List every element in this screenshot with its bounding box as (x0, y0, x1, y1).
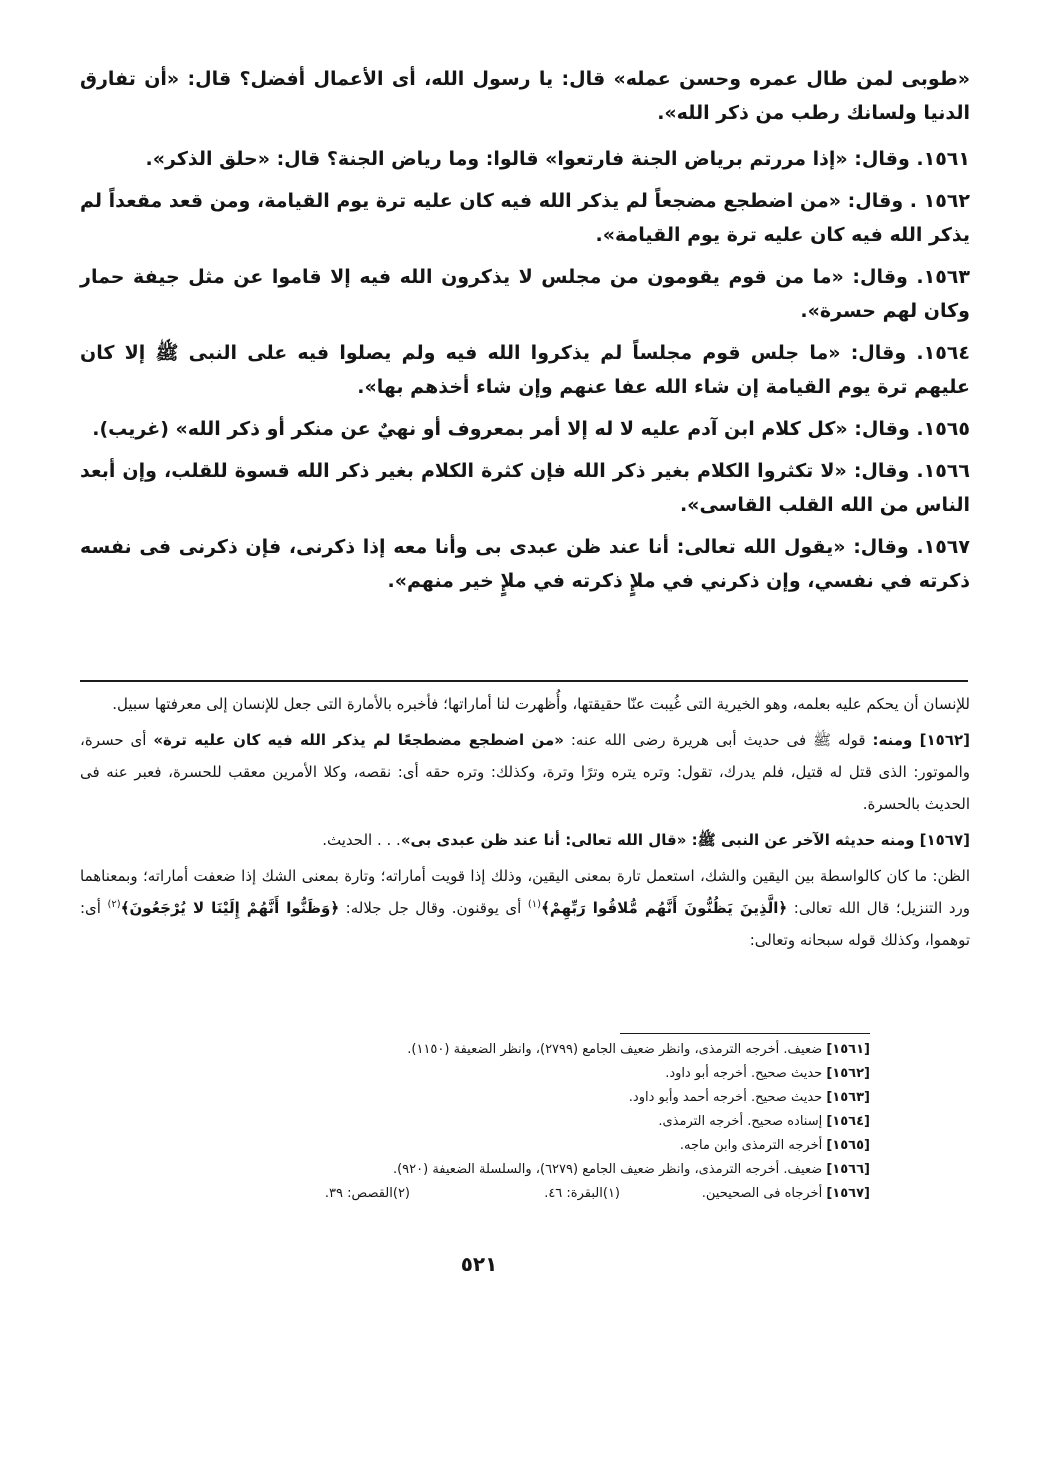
quran-verse: ﴿الَّذِينَ يَظُنُّونَ أَنَّهُم مُّلاقُوا رَبِّهِمْ﴾ (541, 899, 788, 917)
footnote-text: حديث صحيح. أخرجه أحمد وأبو داود. (628, 1090, 827, 1105)
verse-reference-1: (١)البقرة: ٤٦. (544, 1186, 620, 1201)
footnote-ref: [١٥٦٧] (826, 1186, 870, 1201)
footnote-text: ضعيف. أخرجه الترمذى، وانظر ضعيف الجامع (٢٧٩٩)، وانظر الضعيفة (١١٥٠). (407, 1042, 827, 1057)
commentary-reference: [١٥٦٧] ومنه حديثه الآخر عن النبى ﷺ: (691, 831, 970, 849)
footnote (180, 1038, 870, 1062)
quoted-hadith: «من اضطجع مضطجعًا لم يذكر الله فيه كان عليه ترة» (153, 731, 564, 749)
footnote-ref: [١٥٦٦] (826, 1162, 870, 1177)
footnote-marker: (٢) (107, 899, 121, 910)
hadith-number: ١٥٦٤. (916, 342, 970, 364)
hadith-text: وقال: «لا تكثروا الكلام بغير ذكر الله فإن كثرة الكلام بغير ذكر الله قسوة للقلب، وإن أبعد الناس من الله القلب القاسى». (80, 460, 970, 516)
commentary-text: للإنسان أن يحكم عليه بعلمه، وهو الخيرية التى غُيبت عنّا حقيقتها، وأُظهرت لنا أماراتها؛ فأخبره بالأمارة التى جعل للإنسان إلى معرفتها سبيل. (112, 695, 970, 713)
footnote (180, 1158, 870, 1182)
hadith-1562 (80, 184, 970, 252)
hadith-number: ١٥٦٢ . (909, 190, 970, 212)
footnote (180, 1182, 870, 1206)
hadith-1566 (80, 454, 970, 522)
hadith-1564 (80, 336, 970, 404)
hadith-number: ١٥٦٦. (916, 460, 970, 482)
hadith-text: وقال: «ما جلس قوم مجلساً لم يذكروا الله فيه ولم يصلوا فيه على النبى ﷺ إلا كان عليهم ترة يوم القيامة إن شاء الله عفا عنهم وإن شاء أخذهم بها». (80, 342, 970, 398)
hadith-section (80, 62, 970, 606)
hadith-number: ١٥٦٣. (916, 266, 970, 288)
hadith-1565 (80, 412, 970, 446)
hadith-1563 (80, 260, 970, 328)
hadith-text: وقال: «من اضطجع مضجعاً لم يذكر الله فيه كان عليه ترة يوم القيامة، ومن قعد مقعداً لم يذكر الله فيه كان عليه ترة يوم القيامة». (80, 190, 970, 246)
hadith-1567 (80, 530, 970, 598)
commentary-reference: [١٥٦٢] ومنه: (872, 731, 971, 749)
footnote (180, 1086, 870, 1110)
commentary-text: أى: توهموا، وكذلك قوله سبحانه وتعالى: (80, 899, 970, 949)
commentary-paragraph (80, 860, 970, 956)
footnote (180, 1110, 870, 1134)
commentary-section (80, 688, 970, 960)
quran-verse: ﴿وَظَنُّوا أَنَّهُمْ إِلَيْنَا لا يُرْجَعُونَ﴾ (120, 899, 340, 917)
hadith-text: وقال: «كل كلام ابن آدم عليه لا له إلا أمر بمعروف أو نهيٌ عن منكر أو ذكر الله» (غريب). (92, 418, 917, 440)
hadith-number: ١٥٦١. (916, 148, 970, 170)
hadith-number: ١٥٦٧. (916, 536, 970, 558)
verse-reference-2: (٢)القصص: ٣٩. (324, 1186, 410, 1201)
footnote (180, 1134, 870, 1158)
commentary-text: أى يوقنون. وقال جل جلاله: (339, 899, 528, 917)
footnote-ref: [١٥٦٢] (826, 1066, 870, 1081)
footnote-text: أخرجه الترمذى وابن ماجه. (679, 1138, 827, 1153)
commentary-paragraph (80, 824, 970, 856)
commentary-text: . . . الحديث. (322, 831, 401, 849)
footnote-ref: [١٥٦٥] (826, 1138, 870, 1153)
footnote-text: حديث صحيح. أخرجه أبو داود. (665, 1066, 827, 1081)
commentary-paragraph (80, 688, 970, 720)
footnote-text: أخرجاه فى الصحيحين. (701, 1186, 827, 1201)
footnote-divider (620, 1033, 870, 1034)
footnote-main (620, 1182, 870, 1206)
hadith-text: وقال: «إذا مررتم برياض الجنة فارتعوا» قالوا: وما رياض الجنة؟ قال: «حلق الذكر». (145, 148, 917, 170)
footnote-marker: (١) (527, 899, 542, 910)
page-number: ٥٢١ (460, 1252, 498, 1276)
quoted-hadith: «قال الله تعالى: أنا عند ظن عبدى بى» (400, 831, 692, 849)
footnote-ref: [١٥٦٣] (826, 1090, 870, 1105)
continuation-paragraph (80, 62, 970, 130)
section-divider (80, 680, 968, 682)
commentary-text: أى حسرة، والموتور: الذى قتل له قتيل، فلم يدرك، تقول: وتره يتره وترًا وترة، وكذلك: وتره حقه أى: نقصه، وكلا الأمرين معقب للحسرة، فعبر عنه فى الحديث بالحسرة. (80, 731, 970, 813)
footnote (180, 1062, 870, 1086)
hadith-number: ١٥٦٥. (916, 418, 970, 440)
commentary-paragraph (80, 724, 970, 820)
commentary-text: قوله ﷺ فى حديث أبى هريرة رضى الله عنه: (563, 731, 873, 749)
hadith-text: وقال: «يقول الله تعالى: أنا عند ظن عبدى بى وأنا معه إذا ذكرنى، فإن ذكرنى فى نفسه ذكرته في نفسي، وإن ذكرني في ملإٍ ذكرته في ملإٍ خير منهم». (80, 536, 970, 592)
footnote-text: إسناده صحيح. أخرجه الترمذى. (658, 1114, 827, 1129)
footnote-ref: [١٥٦٤] (826, 1114, 870, 1129)
hadith-text: وقال: «ما من قوم يقومون من مجلس لا يذكرون الله فيه إلا قاموا عن مثل جيفة حمار وكان لهم حسرة». (80, 266, 970, 322)
continuation-text: «طوبى لمن طال عمره وحسن عمله» قال: يا رسول الله، أى الأعمال أفضل؟ قال: «أن تفارق الدنيا ولسانك رطب من ذكر الله». (80, 68, 970, 124)
footnote-ref: [١٥٦١] (826, 1042, 870, 1057)
hadith-1561 (80, 142, 970, 176)
commentary-text: الظن: ما كان كالواسطة بين اليقين والشك، استعمل تارة بمعنى اليقين، وذلك إذا قويت أماراته؛ وتارة بمعنى الشك إذا ضعفت أماراته؛ وبمعناهما ورد التنزيل؛ قال الله تعالى: (80, 867, 971, 917)
footnote-text: ضعيف. أخرجه الترمذى، وانظر ضعيف الجامع (٦٢٧٩)، والسلسلة الضعيفة (٩٢٠). (392, 1162, 827, 1177)
footnotes (180, 1038, 870, 1206)
